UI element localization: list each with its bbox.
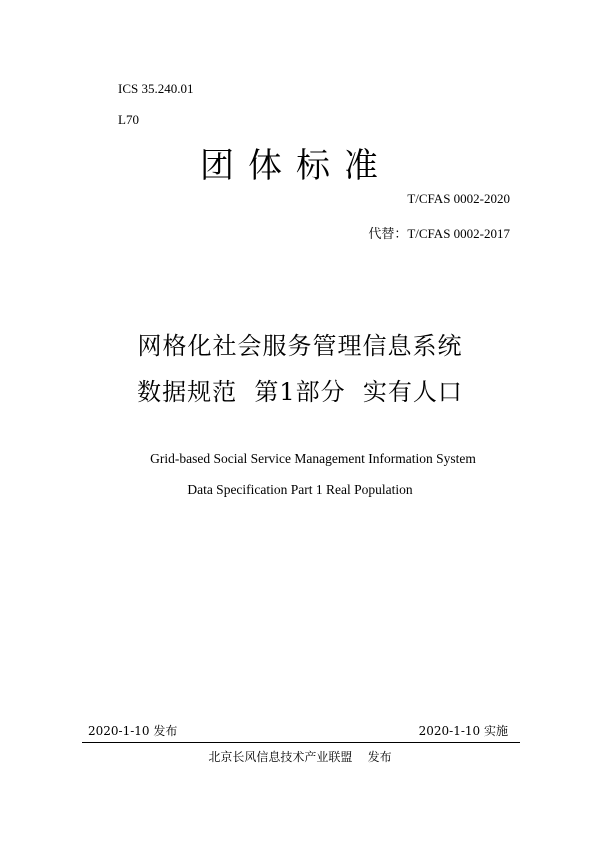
standard-type-heading: 团体标准	[200, 146, 392, 186]
chinese-title-line-1: 网格化社会服务管理信息系统	[137, 332, 463, 360]
english-title-line-1: Grid-based Social Service Management Information System	[150, 451, 476, 466]
chinese-title-line-2: 数据规范 第1部分 实有人口	[137, 378, 463, 406]
footer-divider	[82, 742, 520, 743]
issue-date: 2020-1-10 发布	[88, 724, 178, 738]
ics-code: ICS 35.240.01	[118, 81, 194, 96]
publisher: 北京长风信息技术产业联盟 发布	[208, 750, 392, 764]
standard-number: T/CFAS 0002-2020	[407, 191, 510, 206]
english-title-line-2: Data Specification Part 1 Real Population	[187, 482, 413, 497]
implementation-date: 2020-1-10 实施	[418, 724, 508, 738]
classification-code: L70	[118, 112, 139, 127]
replaces-standard: 代替：T/CFAS 0002-2017	[368, 226, 510, 241]
